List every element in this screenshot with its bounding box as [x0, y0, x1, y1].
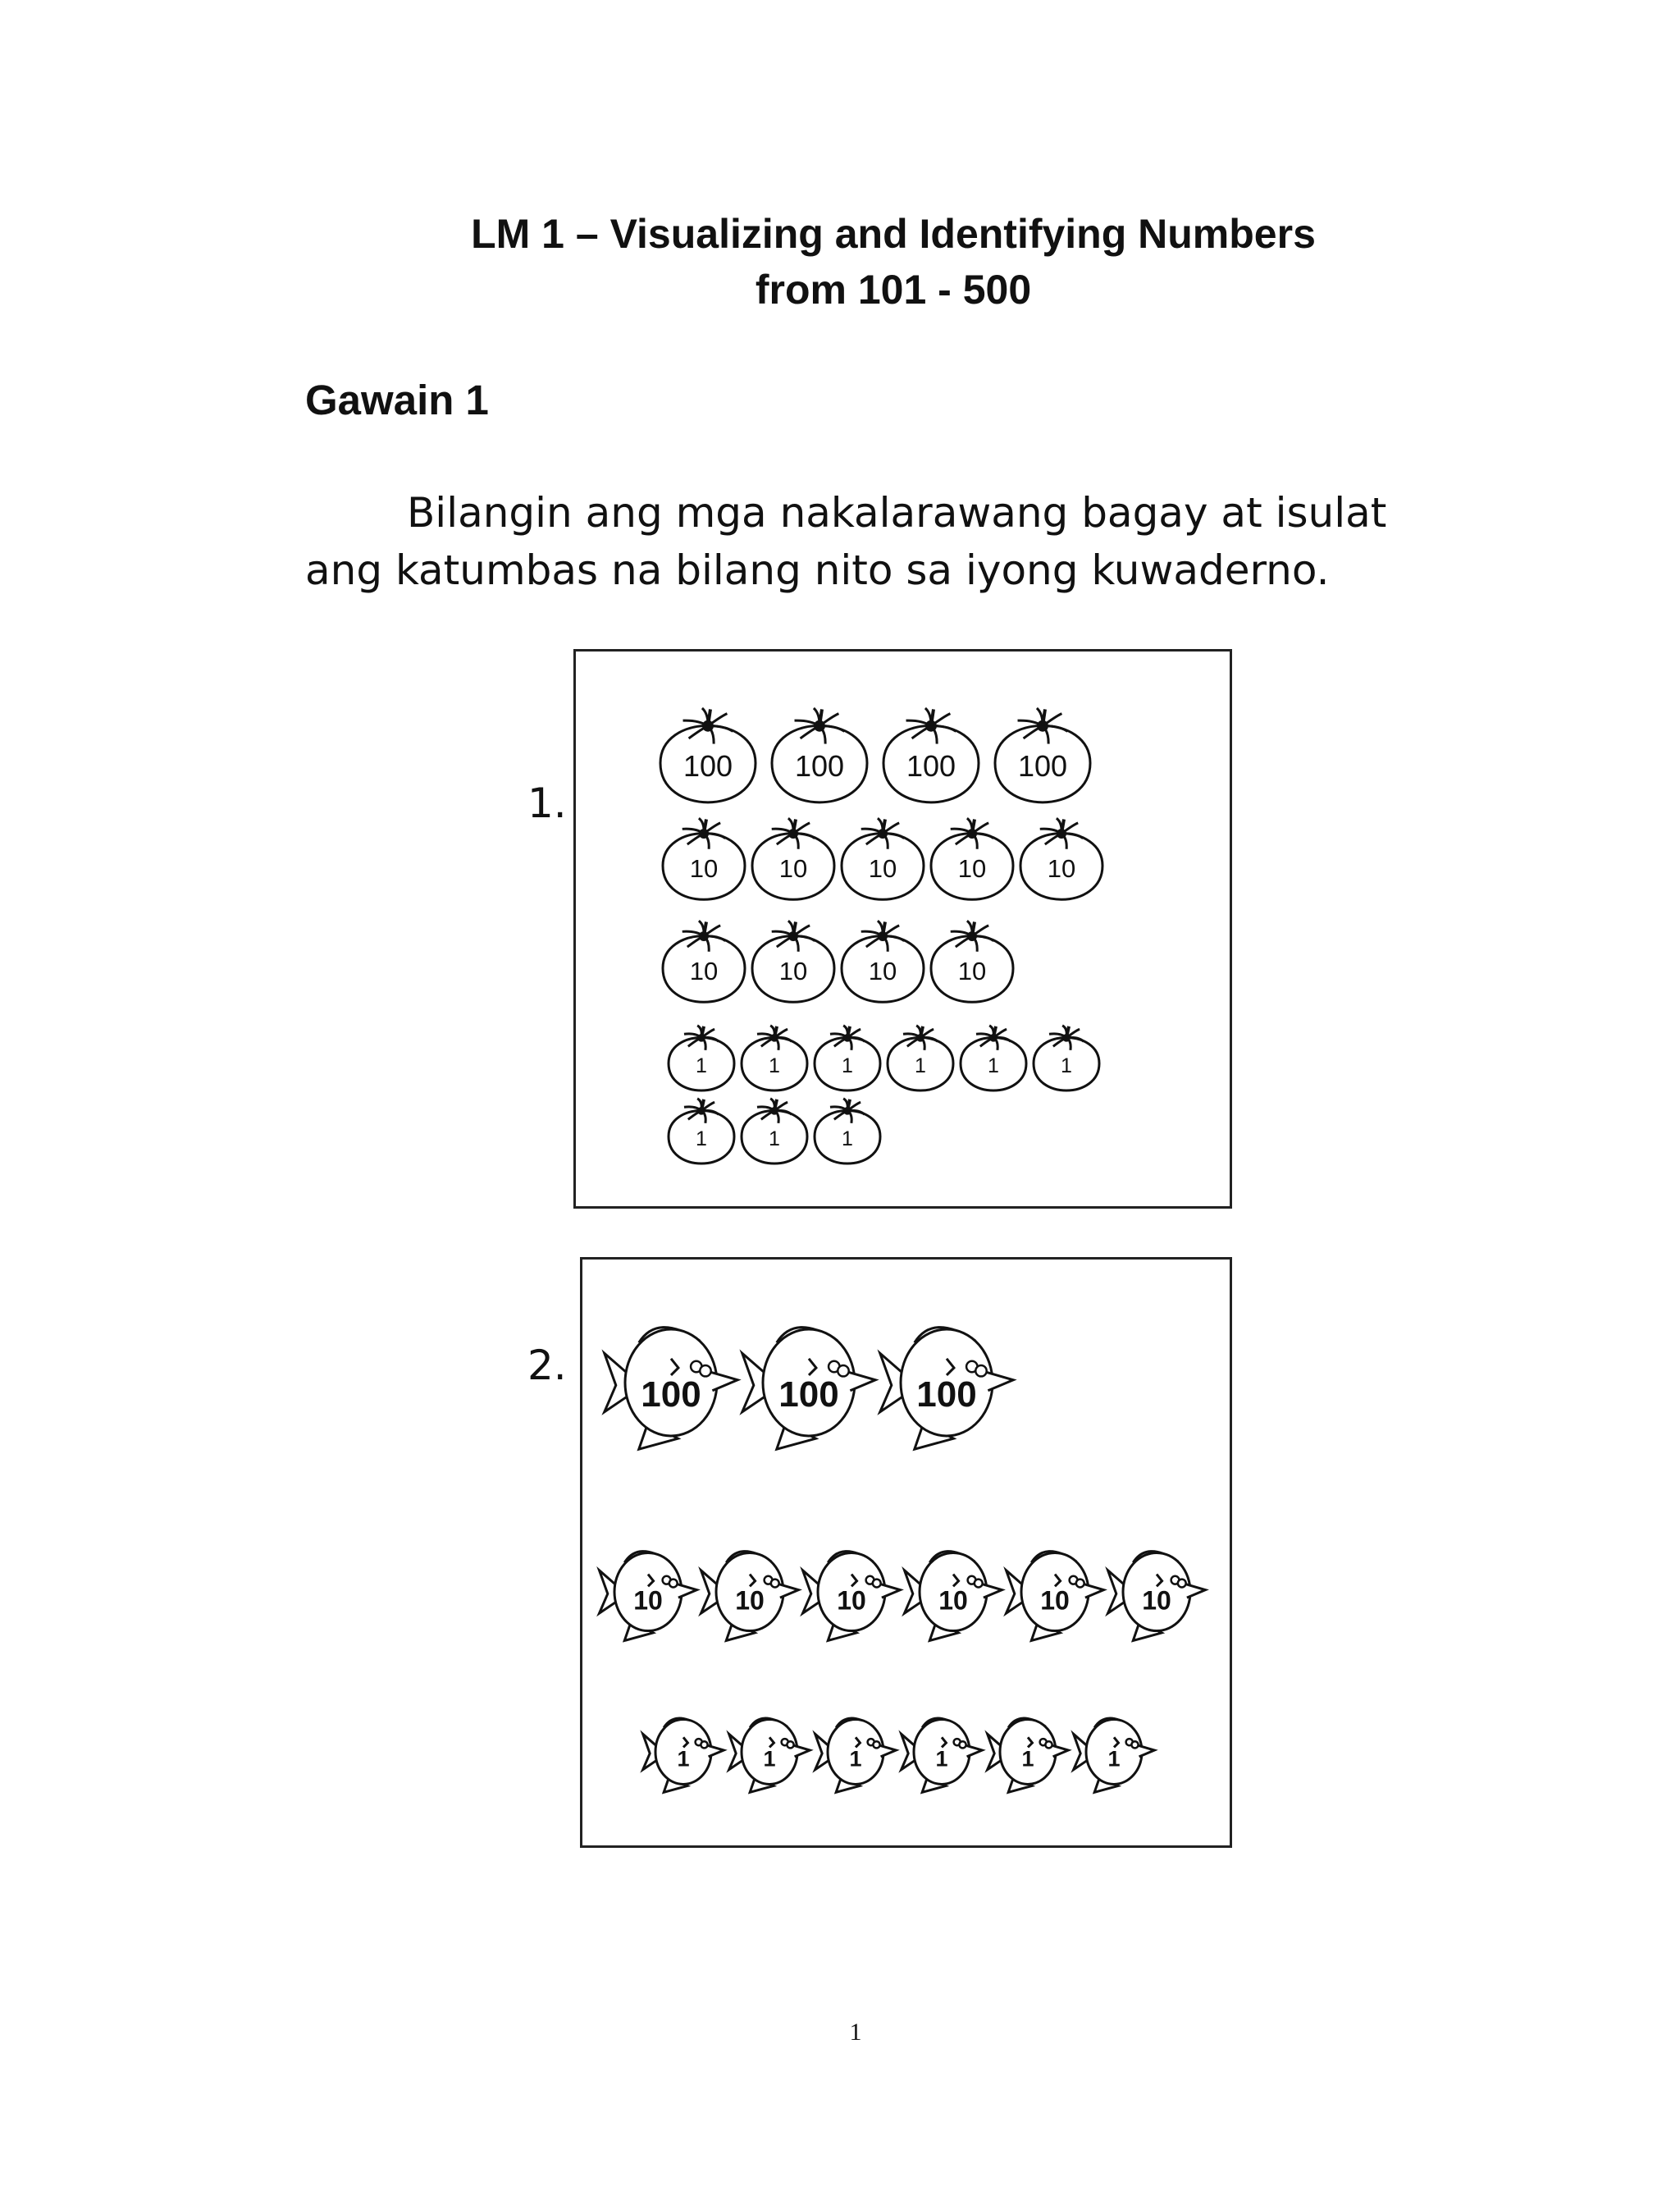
fish-value-label: 100 [641, 1374, 701, 1415]
fish-mouth [986, 1372, 1014, 1391]
fish-mouth [1084, 1584, 1104, 1598]
instruction-line-1: Bilangin ang mga nakalarawang bagay at isulat [407, 489, 1387, 537]
tomato-value-label: 1 [1061, 1054, 1072, 1078]
tomato-value-label: 10 [778, 854, 808, 883]
tomato-value-label: 10 [1047, 854, 1076, 883]
tomato-value-label: 1 [696, 1127, 707, 1151]
tomato-icon [663, 921, 745, 1002]
fish-value-label: 100 [916, 1374, 977, 1415]
tomato-value-label: 10 [957, 854, 987, 883]
fish-icon [902, 1718, 983, 1792]
fish-eye-icon [975, 1580, 983, 1588]
fish-eye-icon [959, 1741, 966, 1748]
tomato-value-label: 10 [868, 854, 897, 883]
fish-icon [701, 1552, 799, 1641]
tomato-icon [961, 1026, 1026, 1090]
tomato-value-label: 100 [682, 749, 733, 784]
fish-value-label: 100 [778, 1374, 839, 1415]
item-2-number: 2. [527, 1342, 567, 1389]
tomato-icon [752, 921, 834, 1002]
tomato-value-label: 10 [689, 957, 719, 985]
fish-eye-icon [771, 1580, 779, 1588]
fish-eye-icon [700, 1365, 710, 1376]
fish-value-label: 10 [1040, 1585, 1070, 1616]
instruction-line-2: ang katumbas na bilang nito sa iyong kuwaderno. [305, 546, 1330, 594]
fish-value-label: 10 [938, 1585, 968, 1616]
fish-value-label: 10 [837, 1585, 866, 1616]
fish-value-label: 1 [677, 1746, 690, 1772]
fish-value-label: 1 [763, 1746, 776, 1772]
fish-mouth [778, 1584, 799, 1598]
fish-icon [742, 1328, 875, 1450]
tomato-icon [931, 921, 1013, 1002]
fish-mouth [1052, 1745, 1068, 1757]
tomato-value-label: 1 [769, 1054, 780, 1078]
title-line-1: LM 1 – Visualizing and Identifying Numbers [471, 211, 1316, 257]
fish-mouth [848, 1372, 876, 1391]
fish-icon [643, 1718, 724, 1792]
fish-value-label: 1 [849, 1746, 862, 1772]
tomato-icon [669, 1099, 734, 1164]
fish-mouth [707, 1745, 724, 1757]
fish-eye-icon [873, 1580, 881, 1588]
tomato-icon [883, 708, 979, 802]
fish-mouth [879, 1745, 896, 1757]
fish-value-label: 1 [1107, 1746, 1121, 1772]
fish-icon [605, 1328, 737, 1450]
fish-eye-icon [838, 1365, 848, 1376]
tomato-icon [842, 921, 924, 1002]
fish-mouth [1138, 1745, 1154, 1757]
fish-icon [905, 1552, 1002, 1641]
tomato-value-label: 10 [778, 957, 808, 985]
fish-eye-icon [1076, 1580, 1084, 1588]
tomato-icon [660, 708, 756, 802]
tomato-icon [842, 818, 924, 899]
fish-value-label: 10 [633, 1585, 663, 1616]
tomato-value-label: 10 [689, 854, 719, 883]
tomato-icon [888, 1026, 953, 1090]
tomato-icon [931, 818, 1013, 899]
tomato-value-label: 10 [868, 957, 897, 985]
fish-eye-icon [701, 1741, 707, 1748]
tomato-icon [669, 1026, 734, 1090]
fish-mouth [1185, 1584, 1206, 1598]
tomato-icon [1020, 818, 1102, 899]
fish-eye-icon [1131, 1741, 1138, 1748]
tomato-value-label: 1 [842, 1054, 853, 1078]
tomato-value-label: 1 [988, 1054, 999, 1078]
tomato-icon [742, 1026, 807, 1090]
fish-eye-icon [873, 1741, 879, 1748]
fish-mouth [710, 1372, 738, 1391]
fish-eye-icon [787, 1741, 793, 1748]
tomato-value-label: 100 [1017, 749, 1068, 784]
fish-icon [988, 1718, 1069, 1792]
tomato-icon [815, 1026, 880, 1090]
fish-icon [1074, 1718, 1155, 1792]
tomato-value-label: 10 [957, 957, 987, 985]
fish-value-label: 1 [1021, 1746, 1034, 1772]
fish-icon [880, 1328, 1013, 1450]
tomato-icon [815, 1099, 880, 1164]
fish-eye-icon [669, 1580, 678, 1588]
tomato-icon [772, 708, 867, 802]
fish-mouth [677, 1584, 697, 1598]
fish-eye-icon [1045, 1741, 1052, 1748]
tomato-value-label: 1 [915, 1054, 926, 1078]
page-number: 1 [849, 2019, 862, 2046]
fish-icon [729, 1718, 810, 1792]
tomato-icon [1034, 1026, 1099, 1090]
fish-icon [1108, 1552, 1206, 1641]
fish-eye-icon [1178, 1580, 1186, 1588]
tomato-value-label: 1 [769, 1127, 780, 1151]
tomato-icon [995, 708, 1090, 802]
fish-mouth [880, 1584, 901, 1598]
fish-mouth [793, 1745, 810, 1757]
fish-icon [815, 1718, 897, 1792]
tomato-icon [752, 818, 834, 899]
fish-eye-icon [975, 1365, 986, 1376]
fish-mouth [982, 1584, 1002, 1598]
tomato-value-label: 100 [794, 749, 845, 784]
fish-icon [600, 1552, 697, 1641]
tomato-value-label: 100 [906, 749, 956, 784]
fish-mouth [966, 1745, 982, 1757]
fish-value-label: 1 [935, 1746, 948, 1772]
activity-heading: Gawain 1 [305, 377, 489, 423]
tomato-icon [742, 1099, 807, 1164]
fish-value-label: 10 [1142, 1585, 1171, 1616]
fish-value-label: 10 [735, 1585, 765, 1616]
tomato-icon [663, 818, 745, 899]
tomato-value-label: 1 [696, 1054, 707, 1078]
title-line-2: from 101 - 500 [755, 267, 1032, 313]
fish-icon [1007, 1552, 1104, 1641]
item-1-number: 1. [527, 780, 567, 827]
tomato-value-label: 1 [842, 1127, 853, 1151]
fish-icon [803, 1552, 901, 1641]
